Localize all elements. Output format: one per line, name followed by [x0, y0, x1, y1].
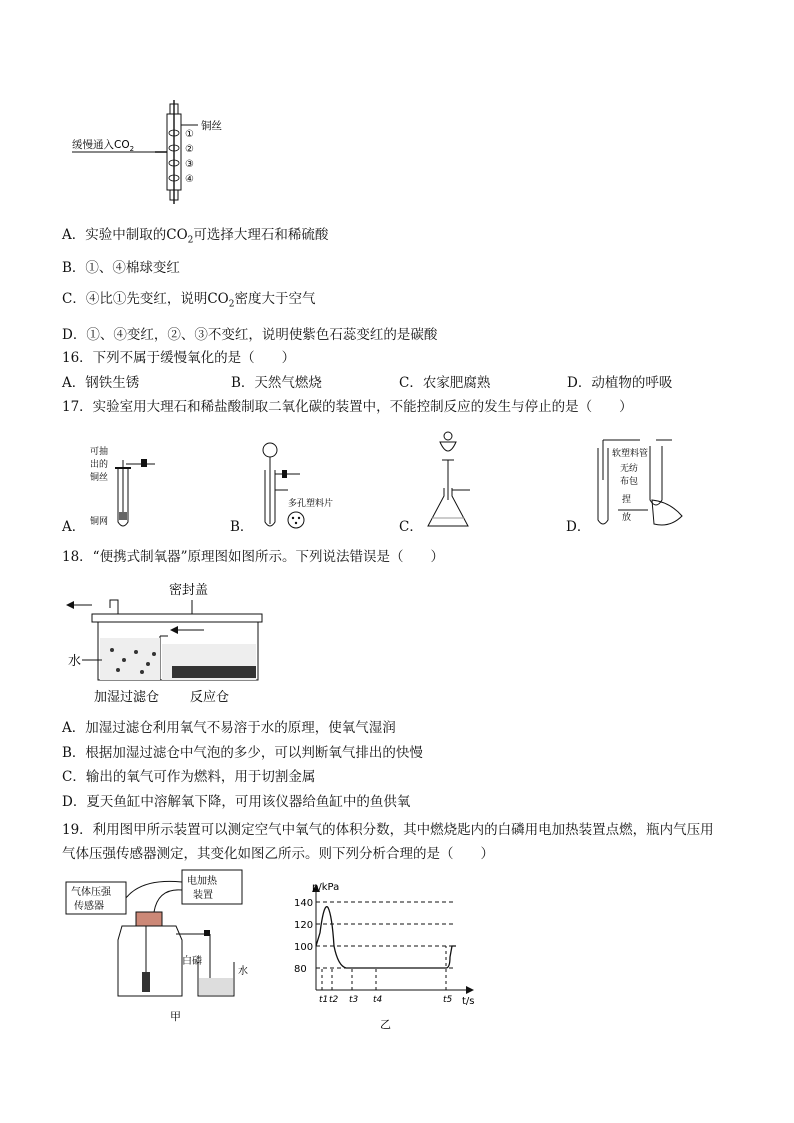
- svg-text:加湿过滤仓: 加湿过滤仓: [94, 690, 160, 705]
- svg-text:可抽: 可抽: [90, 447, 109, 457]
- svg-text:布包: 布包: [620, 477, 639, 487]
- x-tick-label: t5: [443, 995, 453, 1005]
- chart-ylabel: p/kPa: [312, 882, 340, 893]
- q19-pressure-chart: [290, 878, 490, 1031]
- q16-option-b: B．天然气燃烧: [231, 375, 322, 391]
- q19-caption-yi: 乙: [380, 1018, 391, 1031]
- q15-fig-mark-2: ②: [185, 144, 194, 155]
- q15-option-c: C．④比①先变红，说明$CO_2$密度大于空气: [62, 291, 316, 310]
- q19-apparatus-figure: [62, 868, 262, 1023]
- q18-option-a: A．加湿过滤仓利用氧气不易溶于水的原理，使氧气湿润: [62, 720, 396, 736]
- y-tick-label: 100: [294, 942, 314, 953]
- svg-text:水: 水: [68, 654, 82, 669]
- y-tick-label: 140: [294, 898, 314, 909]
- q16-option-c: C．农家肥腐熟: [399, 375, 491, 391]
- x-tick-label: t2: [329, 995, 339, 1005]
- q17-option-b: B．: [230, 519, 254, 535]
- q17-figure-d: [590, 440, 700, 532]
- q18-option-d: D．夏天鱼缸中溶解氧下降，可用该仪器给鱼缸中的鱼供氧: [62, 794, 411, 810]
- svg-text:气体压强: 气体压强: [71, 887, 111, 898]
- q16-option-d: D．动植物的呼吸: [567, 375, 673, 391]
- svg-text:放: 放: [622, 513, 632, 523]
- q17-option-c: C．: [399, 519, 423, 535]
- svg-text:水: 水: [238, 966, 248, 977]
- x-tick-label: t3: [349, 995, 359, 1005]
- q18-option-c: C．输出的氧气可作为燃料，用于切割金属: [62, 769, 316, 785]
- svg-text:铜丝: 铜丝: [90, 473, 109, 483]
- svg-text:装置: 装置: [193, 890, 213, 901]
- q15-option-d: D．①、④变红，②、③不变红，说明使紫色石蕊变红的是碳酸: [62, 327, 438, 343]
- chart-xlabel: t/s: [462, 996, 475, 1007]
- svg-text:传感器: 传感器: [74, 901, 104, 912]
- q16-option-a: A．钢铁生锈: [62, 375, 140, 391]
- svg-text:铜网: 铜网: [90, 517, 109, 527]
- q17-option-d: D．: [566, 519, 591, 535]
- q15-fig-inlet-label: 缓慢通入$CO_2$: [72, 139, 135, 153]
- q19-stem-line-1: 19．利用图甲所示装置可以测定空气中氧气的体积分数，其中燃烧匙内的白磷用电加热装置点燃，瓶内气压用: [62, 822, 714, 838]
- q17-figure-b: [250, 440, 370, 532]
- q15-fig-mark-3: ③: [185, 159, 194, 170]
- q15-fig-mark-1: ①: [185, 129, 194, 140]
- q17-figure-a: [85, 440, 165, 532]
- x-tick-label: t1: [319, 995, 329, 1005]
- q17-option-a: A．: [62, 519, 86, 535]
- pressure-curve: [316, 907, 456, 968]
- svg-text:无纺: 无纺: [620, 464, 639, 474]
- q18-stem: 18．“便携式制氧器”原理图如图所示。下列说法错误是（ ）: [62, 549, 444, 565]
- x-tick-label: t4: [373, 995, 383, 1005]
- svg-text:密封盖: 密封盖: [169, 583, 209, 598]
- q17-stem: 17．实验室用大理石和稀盐酸制取二氧化碳的装置中，不能控制反应的发生与停止的是（ ）: [62, 399, 633, 415]
- q16-stem: 16．下列不属于缓慢氧化的是（ ）: [62, 350, 296, 366]
- svg-text:反应仓: 反应仓: [190, 690, 230, 705]
- svg-text:捏: 捏: [622, 495, 632, 505]
- q19-stem-line-2: 气体压强传感器测定，其变化如图乙所示。则下列分析合理的是（ ）: [62, 846, 494, 862]
- svg-text:多孔塑料片: 多孔塑料片: [288, 499, 334, 509]
- y-tick-label: 80: [294, 964, 307, 975]
- y-tick-label: 120: [294, 920, 314, 931]
- q18-option-b: B．根据加湿过滤仓中气泡的多少，可以判断氧气排出的快慢: [62, 745, 423, 761]
- q19-caption-jia: 甲: [170, 1010, 181, 1023]
- q18-figure: [62, 570, 277, 710]
- svg-text:白磷: 白磷: [182, 956, 202, 967]
- svg-text:电加热: 电加热: [187, 876, 217, 887]
- q15-fig-wire-label: 铜丝: [201, 120, 222, 132]
- svg-text:软塑料管: 软塑料管: [612, 449, 649, 459]
- q15-fig-mark-4: ④: [185, 174, 194, 185]
- svg-text:出的: 出的: [90, 460, 109, 470]
- q15-option-a: A．实验中制取的$CO_2$可选择大理石和稀硫酸: [62, 227, 329, 246]
- q17-figure-c: [422, 430, 482, 532]
- q15-option-b: B．①、④棉球变红: [62, 260, 180, 276]
- q15-figure: [70, 100, 240, 205]
